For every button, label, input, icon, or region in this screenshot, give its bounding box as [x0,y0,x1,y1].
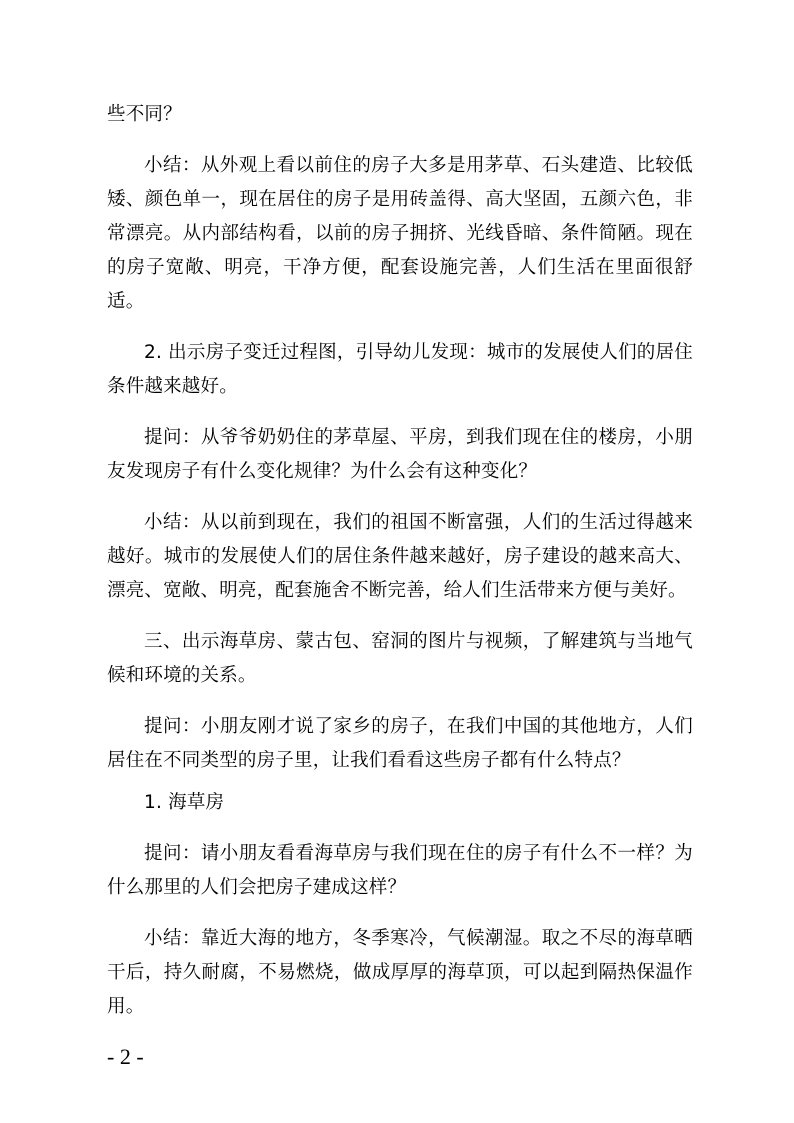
paragraph-question-types: 提问：小朋友刚才说了家乡的房子，在我们中国的其他地方，人们居住在不同类型的房子里，让我们看看这些房子都有什么特点？ [107,716,693,771]
paragraph-question-change: 提问：从爷爷奶奶住的茅草屋、平房，到我们现在住的楼房，小朋友发现房子有什么变化规律？为什么会有这种变化？ [107,427,693,482]
paragraph-summary-exterior-interior: 小结：从外观上看以前住的房子大多是用茅草、石头建造、比较低矮、颜色单一，现在居住的房子是用砖盖得、高大坚固，五颜六色，非常漂亮。从内部结构看，以前的房子拥挤、光线昏暗、条件简陋。现在的房子宽敞、明亮，干净方便，配套设施完善，人们生活在里面很舒适。 [107,155,693,312]
document-body [107,98,693,1024]
paragraph-section-3: 三、出示海草房、蒙古包、窑洞的图片与视频，了解建筑与当地气候和环境的关系。 [107,631,693,686]
paragraph-summary-seaweed-house: 小结：靠近大海的地方，冬季寒冷，气候潮湿。取之不尽的海草晒干后，持久耐腐，不易燃烧，做成厚厚的海草顶，可以起到隔热保温作用。 [107,928,693,1017]
paragraph-step-2: 2. 出示房子变迁过程图，引导幼儿发现：城市的发展使人们的居住条件越来越好。 [107,342,693,397]
paragraph-heading-seaweed-house: 1. 海草房 [144,792,225,813]
page-number: - 2 - [107,1044,144,1069]
paragraph-summary-development: 小结：从以前到现在，我们的祖国不断富强，人们的生活过得越来越好。城市的发展使人们的居住条件越来越好，房子建设的越来高大、漂亮、宽敞、明亮，配套施舍不断完善，给人们生活带来方便与美好。 [107,512,693,601]
paragraph-question-seaweed-house: 提问：请小朋友看看海草房与我们现在住的房子有什么不一样？为什么那里的人们会把房子建成这样？ [107,843,693,898]
paragraph-continuation: 些不同？ [107,104,182,125]
